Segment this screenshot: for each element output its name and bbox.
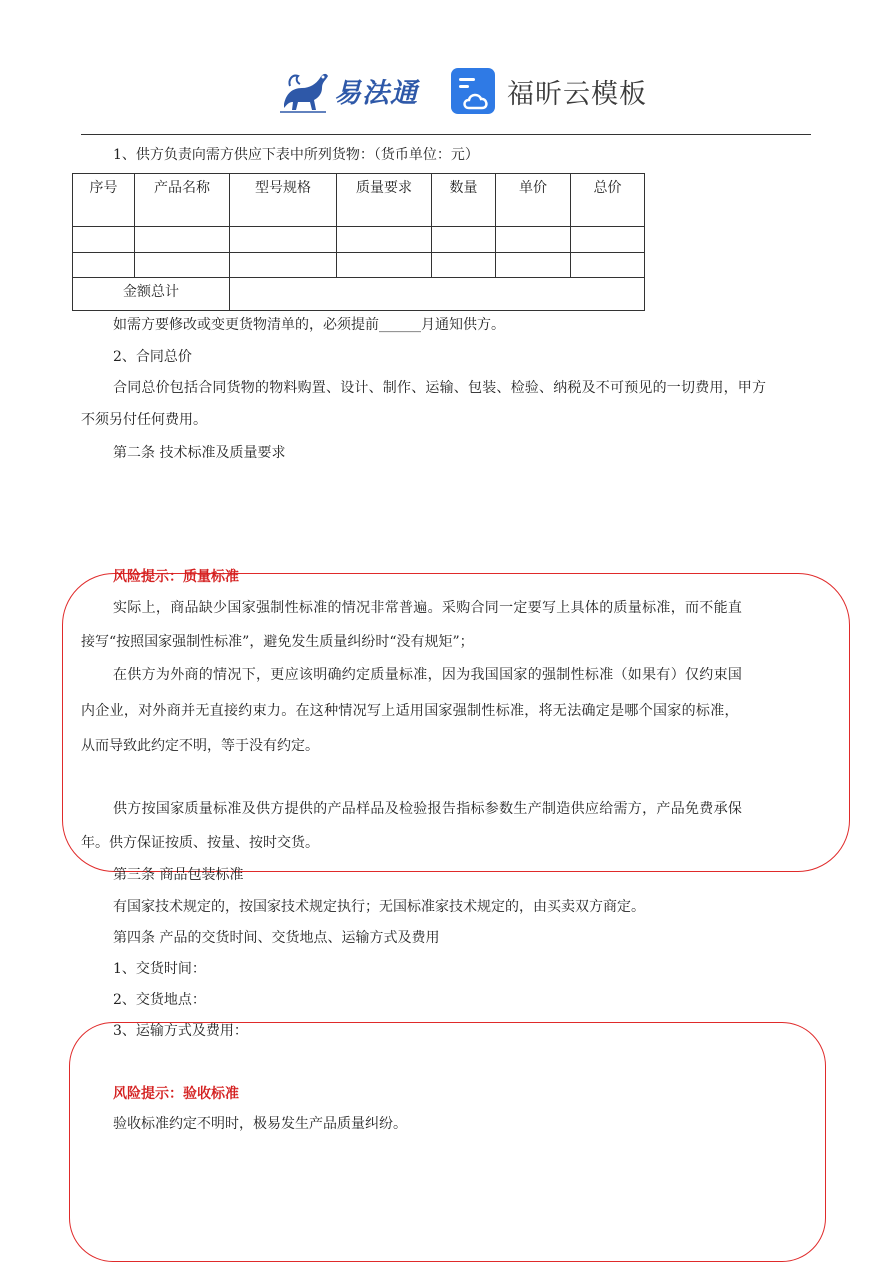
header-divider [81, 134, 811, 135]
article3-text: 有国家技术规定的，按国家技术规定执行；无国标准家技术规定的，由买卖双方商定。 [113, 899, 645, 915]
col-header: 型号规格 [230, 174, 337, 227]
table-cell[interactable] [571, 227, 645, 253]
col-header: 产品名称 [135, 174, 230, 227]
quality-line-5: 从而导致此约定不明，等于没有约定。 [81, 738, 319, 754]
goods-table [72, 173, 645, 311]
quality-line-2: 接写“按照国家强制性标准”，避免发生质量纠纷时“没有规矩”； [81, 634, 474, 650]
table-cell[interactable] [135, 227, 230, 253]
total-price-line-1: 合同总价包括合同货物的物料购置、设计、制作、运输、包装、检验、纳税及不可预见的一切费用，甲方 [113, 380, 767, 396]
table-cell[interactable] [432, 253, 496, 278]
table-cell[interactable] [496, 227, 571, 253]
table-cell[interactable] [230, 227, 337, 253]
foxit-cloud-template-logo [449, 65, 647, 117]
table-cell[interactable] [337, 227, 432, 253]
col-header: 总价 [571, 174, 645, 227]
yifatong-logo [276, 62, 426, 118]
table-total-row [73, 278, 645, 311]
total-value-cell[interactable] [230, 278, 645, 311]
cloud-doc-icon [449, 66, 497, 116]
col-header: 单价 [496, 174, 571, 227]
logo-right-text: 福昕云模板 [507, 78, 647, 110]
table-cell[interactable] [230, 253, 337, 278]
col-header: 序号 [73, 174, 135, 227]
acceptance-text: 验收标准约定不明时，极易发生产品质量纠纷。 [113, 1116, 407, 1132]
table-cell[interactable] [73, 227, 135, 253]
quality-line-6: 供方按国家质量标准及供方提供的产品样品及检验报告指标参数生产制造供应给需方，产品免费承保 [113, 801, 743, 817]
quality-line-1: 实际上，商品缺少国家强制性标准的情况非常普遍。采购合同一定要写上具体的质量标准，而不能直 [113, 600, 743, 616]
change-note: 如需方要修改或变更货物清单的，必须提前______月通知供方。 [113, 317, 505, 333]
risk-callout-acceptance [69, 1022, 826, 1262]
risk-title-acceptance: 风险提示：验收标准 [113, 1086, 239, 1102]
goods-intro: 1、供方负责向需方供应下表中所列货物：（货币单位：元） [113, 147, 479, 163]
col-header: 数量 [432, 174, 496, 227]
risk-title-quality: 风险提示：质量标准 [113, 569, 239, 585]
article4-heading: 第四条 产品的交货时间、交货地点、运输方式及费用 [113, 930, 440, 946]
logo-left-text: 易法通 [334, 77, 418, 109]
table-cell[interactable] [571, 253, 645, 278]
table-header-row [73, 174, 645, 227]
table-cell[interactable] [496, 253, 571, 278]
total-price-line-2: 不须另付任何费用。 [81, 412, 207, 428]
delivery-place-item: 2、交货地点： [113, 992, 206, 1008]
col-header: 质量要求 [337, 174, 432, 227]
table-cell[interactable] [73, 253, 135, 278]
quality-line-7: 年。供方保证按质、按量、按时交货。 [81, 835, 319, 851]
table-row [73, 253, 645, 278]
quality-line-4: 内企业，对外商并无直接约束力。在这种情况写上适用国家强制性标准，将无法确定是哪个国家的标准， [81, 703, 739, 719]
transport-item: 3、运输方式及费用： [113, 1023, 248, 1039]
table-row [73, 227, 645, 253]
quality-line-3: 在供方为外商的情况下，更应该明确约定质量标准，因为我国国家的强制性标准（如果有）仅约束国 [113, 667, 743, 683]
qilin-icon [276, 64, 332, 116]
table-cell[interactable] [337, 253, 432, 278]
table-cell[interactable] [432, 227, 496, 253]
table-cell[interactable] [135, 253, 230, 278]
delivery-time-item: 1、交货时间： [113, 961, 206, 977]
total-label: 金额总计 [73, 278, 230, 311]
article3-heading: 第三条 商品包装标准 [113, 867, 244, 883]
article2-heading: 第二条 技术标准及质量要求 [113, 445, 286, 461]
total-price-heading: 2、合同总价 [113, 349, 192, 365]
